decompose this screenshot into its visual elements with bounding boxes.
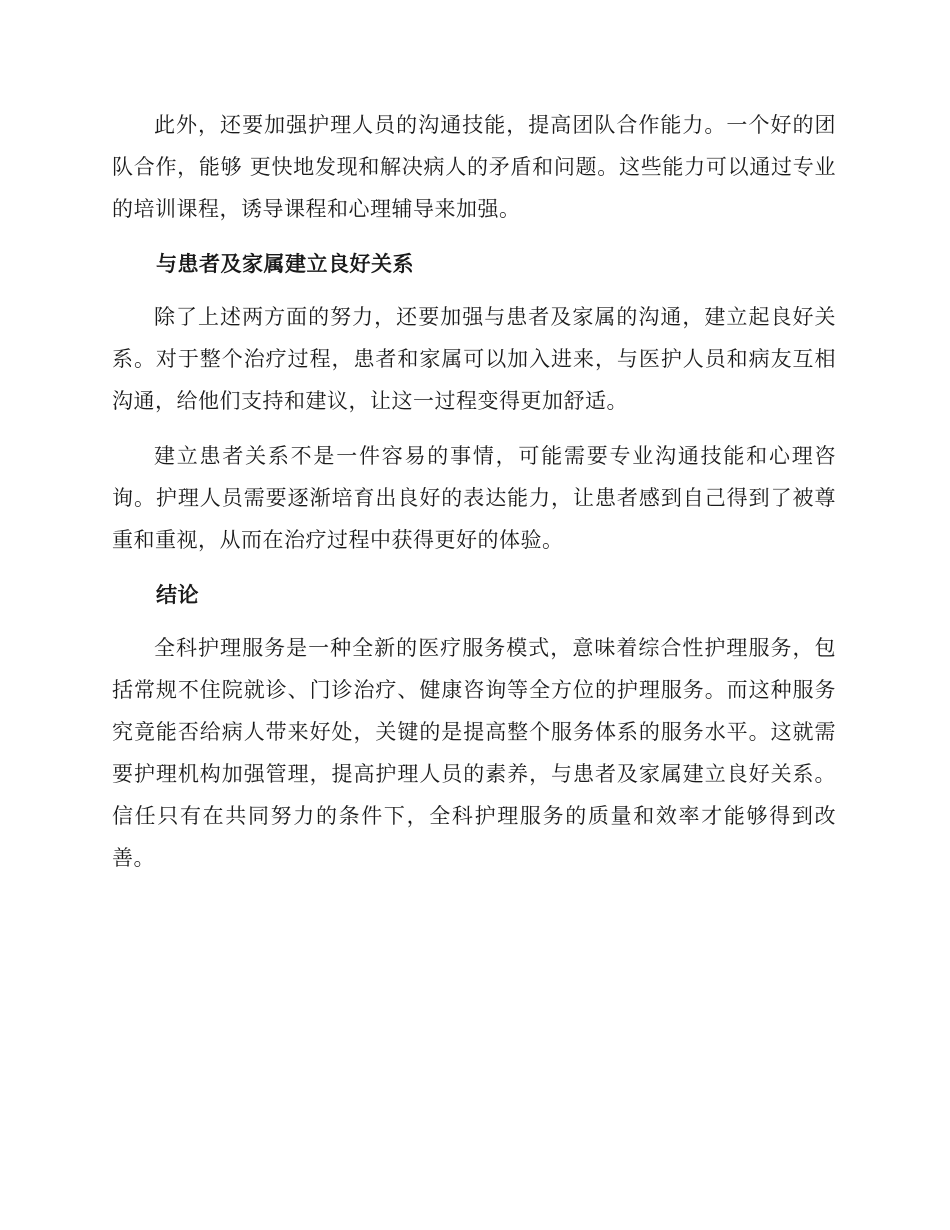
section-heading-conclusion: 结论: [156, 583, 199, 607]
section-heading-patient-relations: 与患者及家属建立良好关系: [156, 252, 414, 276]
paragraph-conclusion: 全科护理服务是一种全新的医疗服务模式，意味着综合性护理服务，包括常规不住院就诊、门诊治疗、健康咨询等全方位的护理服务。而这种服务究竟能否给病人带来好处，关键的是提高整个服务体系的服务水平。这就需要护理机构加强管理，提高护理人员的素养，与患者及家属建立良好关系。信任只有在共同努力的条件下，全科护理服务的质量和效率才能够得到改善。: [112, 636, 836, 870]
paragraph-communication: 除了上述两方面的努力，还要加强与患者及家属的沟通，建立起良好关系。对于整个治疗过程，患者和家属可以加入进来，与医护人员和病友互相沟通，给他们支持和建议，让这一过程变得更加舒适。: [112, 305, 836, 413]
document-page: [112, 104, 836, 879]
paragraph-relationship-building: 建立患者关系不是一件容易的事情，可能需要专业沟通技能和心理咨询。护理人员需要逐渐培育出良好的表达能力，让患者感到自己得到了被尊重和重视，从而在治疗过程中获得更好的体验。: [112, 444, 836, 552]
paragraph-teamwork: 此外，还要加强护理人员的沟通技能，提高团队合作能力。一个好的团队合作，能够 更快地发现和解决病人的矛盾和问题。这些能力可以通过专业的培训课程，诱导课程和心理辅导来加强。: [112, 113, 836, 221]
